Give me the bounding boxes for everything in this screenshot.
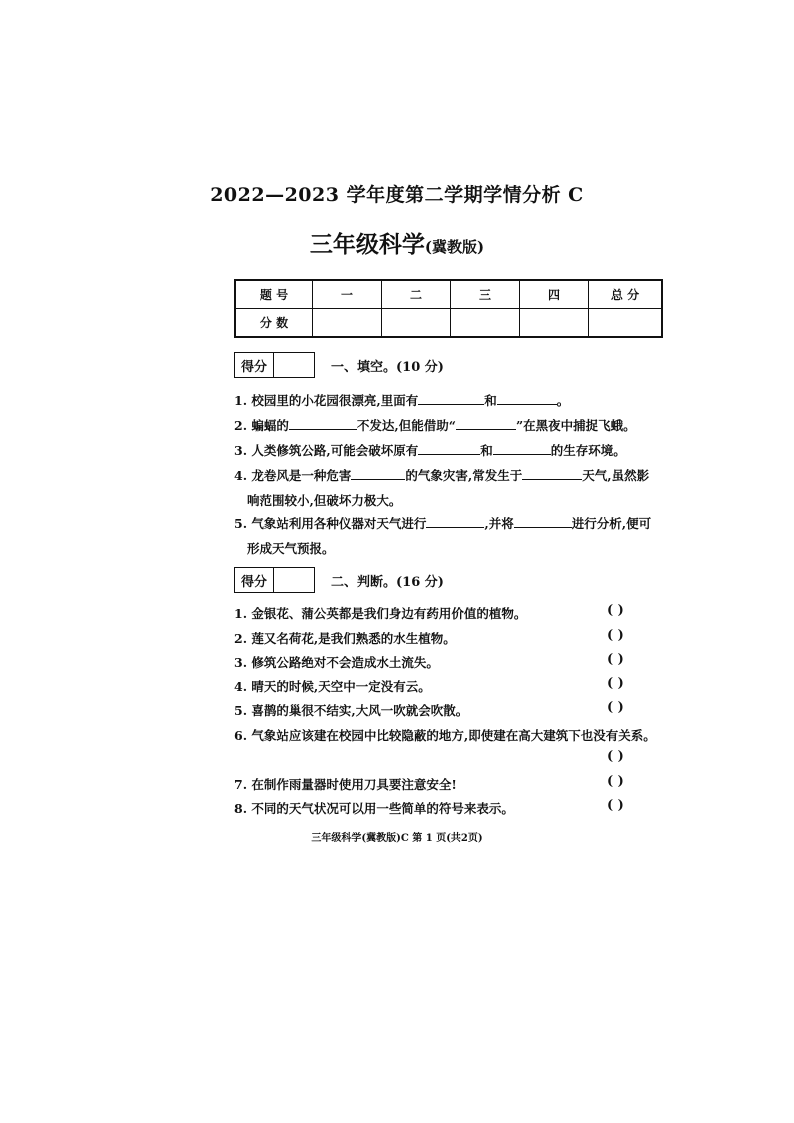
answer-parentheses[interactable]: ( ) [607,676,624,691]
answer-blank[interactable] [514,515,572,528]
score-table-cell: 分 数 [235,309,313,338]
answer-parentheses[interactable]: ( ) [607,749,624,764]
score-box-blank[interactable] [274,353,314,377]
exam-title: 2022—2023 学年度第二学期学情分析 C [210,184,584,206]
score-box-label: 得分 [235,568,274,592]
score-table-cell: 四 [520,280,589,309]
section1-header [234,352,444,378]
fill-question-4: 4. 龙卷风是一种危害 的气象灾害,常发生于 天气,虽然影 [234,468,650,483]
judge-question-1: 1. 金银花、蒲公英都是我们身边有药用价值的植物。 [234,606,527,621]
score-table-cell: 三 [451,280,520,309]
answer-blank[interactable] [351,467,405,480]
judge-question-8: 8. 不同的天气状况可以用一些简单的符号来表示。 [234,801,514,816]
judge-question-4: 4. 晴天的时候,天空中一定没有云。 [234,679,431,694]
judge-question-6: 6. 气象站应该建在校园中比较隐蔽的地方,即使建在高大建筑下也没有关系。 [234,728,656,743]
score-table-cell: 总 分 [589,280,663,309]
score-input-cell[interactable] [313,309,382,338]
section2-header [234,567,444,593]
score-table-score-row [235,309,662,338]
answer-parentheses[interactable]: ( ) [607,603,624,618]
page-footer: 三年级科学(冀教版)C 第 1 页(共2页) [311,833,483,844]
answer-blank[interactable] [497,392,557,405]
score-box-label: 得分 [235,353,274,377]
answer-blank[interactable] [426,515,484,528]
score-input-cell[interactable] [589,309,663,338]
answer-parentheses[interactable]: ( ) [607,628,624,643]
section2-score-box [234,567,315,593]
answer-parentheses[interactable]: ( ) [607,774,624,789]
answer-blank[interactable] [522,467,582,480]
judge-question-7: 7. 在制作雨量器时使用刀具要注意安全! [234,777,457,792]
answer-blank[interactable] [289,417,357,430]
exam-subtitle [0,226,794,259]
section2-title: 二、判断。(16 分) [331,574,444,590]
fill-question-1: 1. 校园里的小花园很漂亮,里面有 和 。 [234,393,570,408]
answer-blank[interactable] [493,442,551,455]
section1-title: 一、填空。(10 分) [331,359,444,375]
score-table-cell: 题 号 [235,280,313,309]
answer-blank[interactable] [456,417,516,430]
score-input-cell[interactable] [520,309,589,338]
fill-question-2: 2. 蝙蝠的 不发达,但能借助“ ”在黑夜中捕捉飞蛾。 [234,418,636,433]
score-input-cell[interactable] [382,309,451,338]
fill-question-5: 5. 气象站利用各种仪器对天气进行 ,并将 进行分析,便可 [234,516,652,531]
score-box-blank[interactable] [274,568,314,592]
score-input-cell[interactable] [451,309,520,338]
answer-blank[interactable] [418,442,480,455]
judge-question-2: 2. 莲又名荷花,是我们熟悉的水生植物。 [234,631,456,646]
judge-question-3: 3. 修筑公路绝对不会造成水土流失。 [234,655,439,670]
answer-parentheses[interactable]: ( ) [607,652,624,667]
score-table-cell: 二 [382,280,451,309]
score-table-cell: 一 [313,280,382,309]
score-table [234,279,663,338]
answer-blank[interactable] [418,392,484,405]
fill-question-4-continued: 响范围较小,但破坏力极大。 [247,493,402,508]
score-table-header-row [235,280,662,309]
answer-parentheses[interactable]: ( ) [607,700,624,715]
subject-name: 三年级科学 [309,231,425,258]
edition-name: (冀教版) [424,238,485,256]
judge-question-5: 5. 喜鹊的巢很不结实,大风一吹就会吹散。 [234,703,469,718]
fill-question-3: 3. 人类修筑公路,可能会破坏原有 和 的生存环境。 [234,443,626,458]
answer-parentheses[interactable]: ( ) [607,798,624,813]
section1-score-box [234,352,315,378]
fill-question-5-continued: 形成天气预报。 [247,541,335,556]
